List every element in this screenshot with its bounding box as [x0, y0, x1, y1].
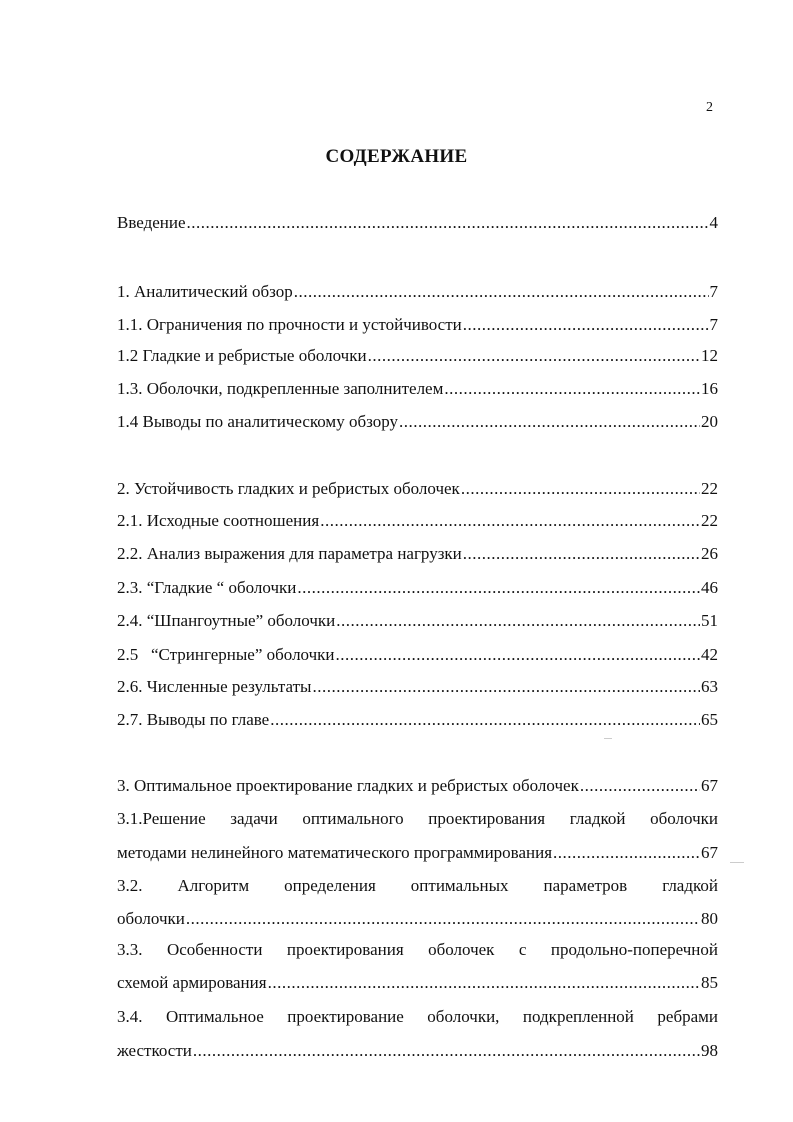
toc-entry-2-2: [117, 544, 718, 564]
toc-entry-label: 2.3. “Гладкие “ оболочки: [117, 578, 297, 597]
toc-entry-1-3: [117, 379, 718, 399]
page-title: СОДЕРЖАНИЕ: [325, 146, 468, 167]
toc-leader-dots: [320, 511, 700, 531]
toc-entry-page: 98: [701, 1041, 718, 1060]
toc-entry-1-2: [117, 346, 718, 366]
toc-chapter-1-heading: [117, 282, 718, 302]
toc-entry-label: схемой армирования: [117, 973, 267, 992]
toc-leader-dots: [336, 645, 700, 665]
toc-leader-dots: [444, 379, 700, 399]
toc-entry-page: 4: [709, 213, 718, 232]
toc-leader-dots: [294, 282, 709, 302]
toc-entry-page: 65: [701, 710, 718, 729]
toc-leader-dots: [186, 909, 700, 929]
toc-leader-dots: [463, 315, 709, 335]
toc-entry-2-7: [117, 710, 718, 730]
toc-leader-dots: [193, 1041, 700, 1061]
toc-entry-3-4-line2: [117, 1041, 718, 1061]
toc-entry-page: 67: [701, 776, 718, 795]
toc-entry-page: 80: [701, 909, 718, 928]
scan-artifact: [604, 738, 612, 739]
toc-entry-page: 51: [701, 611, 718, 630]
toc-entry-2-1: [117, 511, 718, 531]
toc-entry-page: 7: [709, 282, 718, 301]
toc-entry-2-3: [117, 578, 718, 598]
toc-entry-label: 2.1. Исходные соотношения: [117, 511, 320, 530]
toc-entry-page: 63: [701, 677, 718, 696]
toc-leader-dots: [297, 578, 700, 598]
toc-entry-page: 42: [701, 645, 718, 664]
toc-entry-label: оболочки: [117, 909, 185, 928]
toc-entry-label: жесткости: [117, 1041, 192, 1060]
toc-entry-label: 1.1. Ограничения по прочности и устойчивости: [117, 315, 462, 334]
toc-entry-page: 46: [701, 578, 718, 597]
toc-entry-page: 12: [701, 346, 718, 365]
toc-entry-3-2-line1: 3.2. Алгоритм определения оптимальных параметров гладкой: [117, 876, 718, 895]
toc-entry-3-4-line1: 3.4. Оптимальное проектирование оболочки, подкрепленной ребрами: [117, 1007, 718, 1026]
toc-entry-label: 2.7. Выводы по главе: [117, 710, 270, 729]
toc-entry-1-1: [117, 315, 718, 335]
toc-entry-page: 16: [701, 379, 718, 398]
toc-entry-2-6: [117, 677, 718, 697]
toc-entry-label: 1.2 Гладкие и ребристые оболочки: [117, 346, 367, 365]
toc-entry-page: 85: [701, 973, 718, 992]
toc-entry-page: 26: [701, 544, 718, 563]
toc-entry-3-1-line1: 3.1.Решение задачи оптимального проектирования гладкой оболочки: [117, 809, 718, 828]
toc-entry-label: 1.3. Оболочки, подкрепленные заполнителем: [117, 379, 444, 398]
toc-entry-3-3-line1: 3.3. Особенности проектирования оболочек с продольно-поперечной: [117, 940, 718, 959]
toc-entry-1-4: [117, 412, 718, 432]
toc-chapter-3-heading: [117, 776, 718, 796]
toc-entry-label: 2.6. Численные результаты: [117, 677, 312, 696]
scan-artifact: [730, 862, 744, 863]
toc-entry-label: 2. Устойчивость гладких и ребристых оболочек: [117, 479, 460, 498]
toc-entry-page: 22: [701, 479, 718, 498]
toc-leader-dots: [336, 611, 700, 631]
toc-entry-page: 67: [701, 843, 718, 862]
toc-entry-page: 22: [701, 511, 718, 530]
page-number: 2: [706, 100, 713, 115]
toc-entry-intro: [117, 213, 718, 233]
toc-entry-label: 1.4 Выводы по аналитическому обзору: [117, 412, 398, 431]
toc-entry-label: 2.4. “Шпангоутные” оболочки: [117, 611, 336, 630]
toc-entry-label: 3. Оптимальное проектирование гладких и ребристых оболочек: [117, 776, 579, 795]
toc-leader-dots: [580, 776, 700, 796]
toc-leader-dots: [312, 677, 700, 697]
toc-leader-dots: [187, 213, 709, 233]
toc-entry-label: 2.5 “Стрингерные” оболочки: [117, 645, 335, 664]
toc-entry-label: 2.2. Анализ выражения для параметра нагрузки: [117, 544, 462, 563]
toc-entry-2-5: [117, 645, 718, 665]
toc-entry-page: 20: [701, 412, 718, 431]
toc-entry-page: 7: [709, 315, 718, 334]
toc-entry-label: Введение: [117, 213, 186, 232]
toc-leader-dots: [368, 346, 700, 366]
toc-entry-3-3-line2: [117, 973, 718, 993]
toc-entry-3-2-line2: [117, 909, 718, 929]
toc-leader-dots: [463, 544, 700, 564]
toc-entry-label: 1. Аналитический обзор: [117, 282, 293, 301]
toc-leader-dots: [270, 710, 700, 730]
toc-chapter-2-heading: [117, 479, 718, 499]
toc-entry-label: методами нелинейного математического программирования: [117, 843, 553, 862]
toc-leader-dots: [461, 479, 700, 499]
toc-leader-dots: [268, 973, 700, 993]
toc-leader-dots: [399, 412, 700, 432]
toc-entry-3-1-line2: [117, 843, 718, 863]
toc-entry-2-4: [117, 611, 718, 631]
toc-leader-dots: [553, 843, 700, 863]
